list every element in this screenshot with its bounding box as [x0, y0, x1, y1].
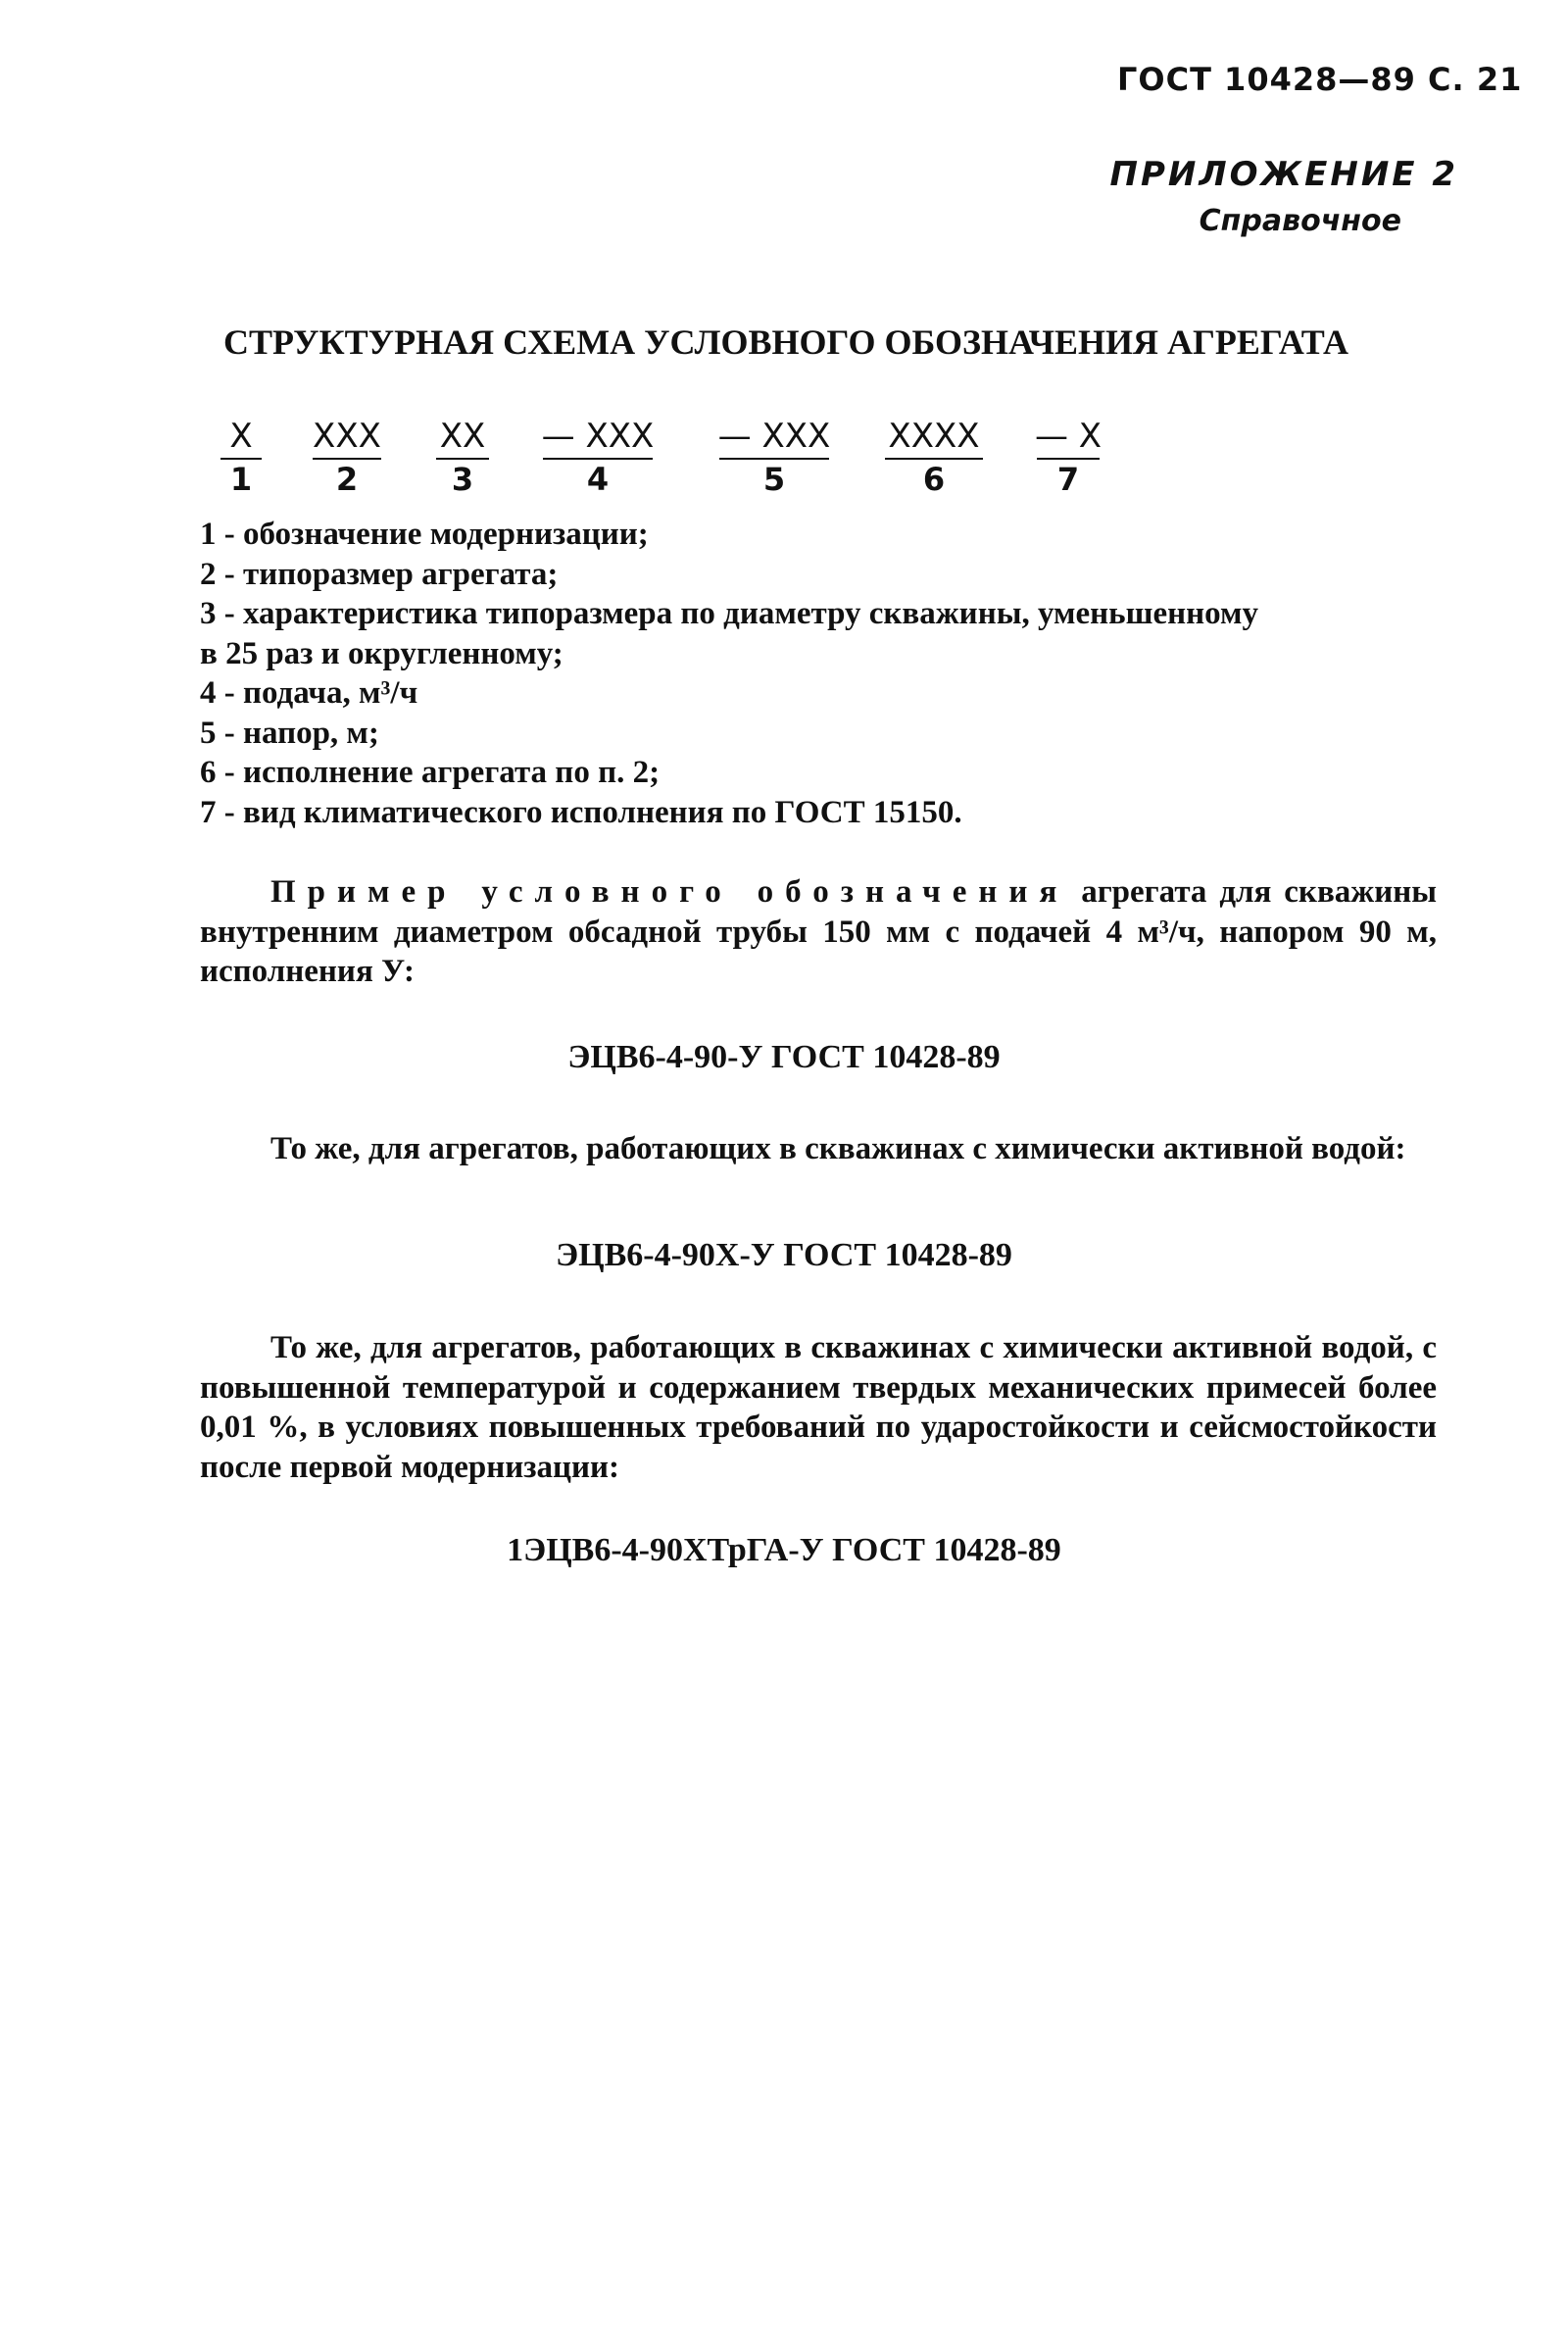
scheme-slot-code: — XXX — [541, 417, 655, 456]
legend-item: 5 - напор, м; — [200, 715, 379, 751]
legend-item: 6 - исполнение агрегата по п. 2; — [200, 755, 661, 790]
scheme-slot-code: — XXX — [717, 417, 831, 456]
example3-text: То же, для агрегатов, работающих в скважинах с химически активной водой, с повышенной температурой и содержанием твердых механических примесей более 0,01 %, в условиях повышенных требований по ударостойкости и сейсмостойкости после первой модернизации: — [200, 1330, 1437, 1485]
scheme-slot-number: 7 — [1056, 461, 1080, 498]
example-text: агрегата для скважины внутренним диаметром обсадной трубы 150 мм с подачей 4 м³/ч, напором 90 м, исполнения У: — [200, 874, 1437, 989]
example3-paragraph — [200, 1328, 1437, 1487]
scheme-slot-4 — [537, 417, 659, 499]
scheme-slot-6 — [880, 417, 988, 499]
scheme-legend — [200, 515, 1258, 832]
scheme-slot-5 — [713, 417, 835, 499]
scheme-slot-number: 1 — [229, 461, 253, 498]
scheme-slot-code: XXXX — [888, 417, 980, 456]
example2-designation: ЭЦВ6-4-90Х-У ГОСТ 10428-89 — [556, 1237, 1012, 1273]
scheme-slot-7 — [1031, 417, 1105, 499]
scheme-slot-number: 3 — [451, 461, 474, 498]
scheme-slot-3 — [427, 417, 498, 499]
legend-item: в 25 раз и округленному; — [200, 635, 564, 671]
appendix-title: ПРИЛОЖЕНИЕ 2 — [1109, 155, 1458, 194]
scheme-slot-number: 4 — [586, 461, 610, 498]
scheme-slot-number: 5 — [762, 461, 786, 498]
example-designation: ЭЦВ6-4-90-У ГОСТ 10428-89 — [567, 1039, 1001, 1075]
scheme-slot-1 — [214, 417, 269, 499]
scheme-slot-number: 2 — [335, 461, 359, 498]
scheme-slot-number: 6 — [922, 461, 946, 498]
example-lead: Пример условного обозначения — [270, 874, 1069, 910]
scheme-slot-code: XXX — [313, 417, 381, 456]
page-header-reference: ГОСТ 10428—89 С. 21 — [1117, 61, 1523, 98]
legend-item: 3 - характеристика типоразмера по диаметру скважины, уменьшенному — [200, 596, 1259, 631]
example2-paragraph — [200, 1129, 1437, 1169]
scheme-slot-code: XX — [439, 417, 486, 456]
appendix-note: Справочное — [1199, 204, 1401, 238]
legend-item: 1 - обозначение модернизации; — [200, 517, 649, 552]
scheme-slot-2 — [303, 417, 391, 499]
example2-text: То же, для агрегатов, работающих в скважинах с химически активной водой: — [270, 1131, 1406, 1166]
legend-item: 7 - вид климатического исполнения по ГОСТ 15150. — [200, 794, 962, 830]
legend-item: 2 - типоразмер агрегата; — [200, 556, 559, 592]
legend-item: 4 - подача, м³/ч — [200, 675, 418, 711]
scheme-slot-code: X — [229, 417, 253, 456]
designation-scheme — [0, 417, 1568, 515]
example-paragraph — [200, 872, 1437, 992]
example3-designation: 1ЭЦВ6-4-90ХТрГА-У ГОСТ 10428-89 — [507, 1532, 1061, 1568]
scheme-slot-code: — X — [1034, 417, 1102, 456]
scheme-title: СТРУКТУРНАЯ СХЕМА УСЛОВНОГО ОБОЗНАЧЕНИЯ АГРЕГАТА — [223, 322, 1348, 362]
